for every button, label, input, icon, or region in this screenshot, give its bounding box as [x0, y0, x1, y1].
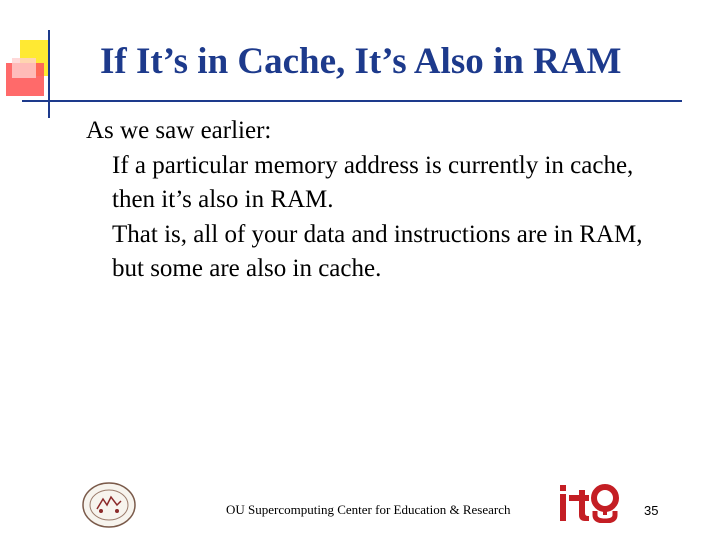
slide-title: If It’s in Cache, It’s Also in RAM — [100, 41, 622, 82]
footer-text: OU Supercomputing Center for Education & Research — [226, 502, 511, 517]
ou-seal-icon — [81, 481, 137, 529]
bullet-level1: As we saw earlier: — [86, 117, 272, 144]
title-underline — [22, 100, 682, 102]
it-ou-logo-icon — [559, 481, 621, 523]
bullet-level2: That is, all of your data and instructions are in RAM, but some are also in cache. — [112, 221, 643, 282]
decorative-pink-square — [12, 58, 36, 78]
bullet-level2: If a particular memory address is currently in cache, then it’s also in RAM. — [112, 152, 634, 213]
page-number: 35 — [644, 503, 659, 518]
slide-body — [86, 115, 686, 287]
decorative-vertical-line — [48, 30, 50, 118]
